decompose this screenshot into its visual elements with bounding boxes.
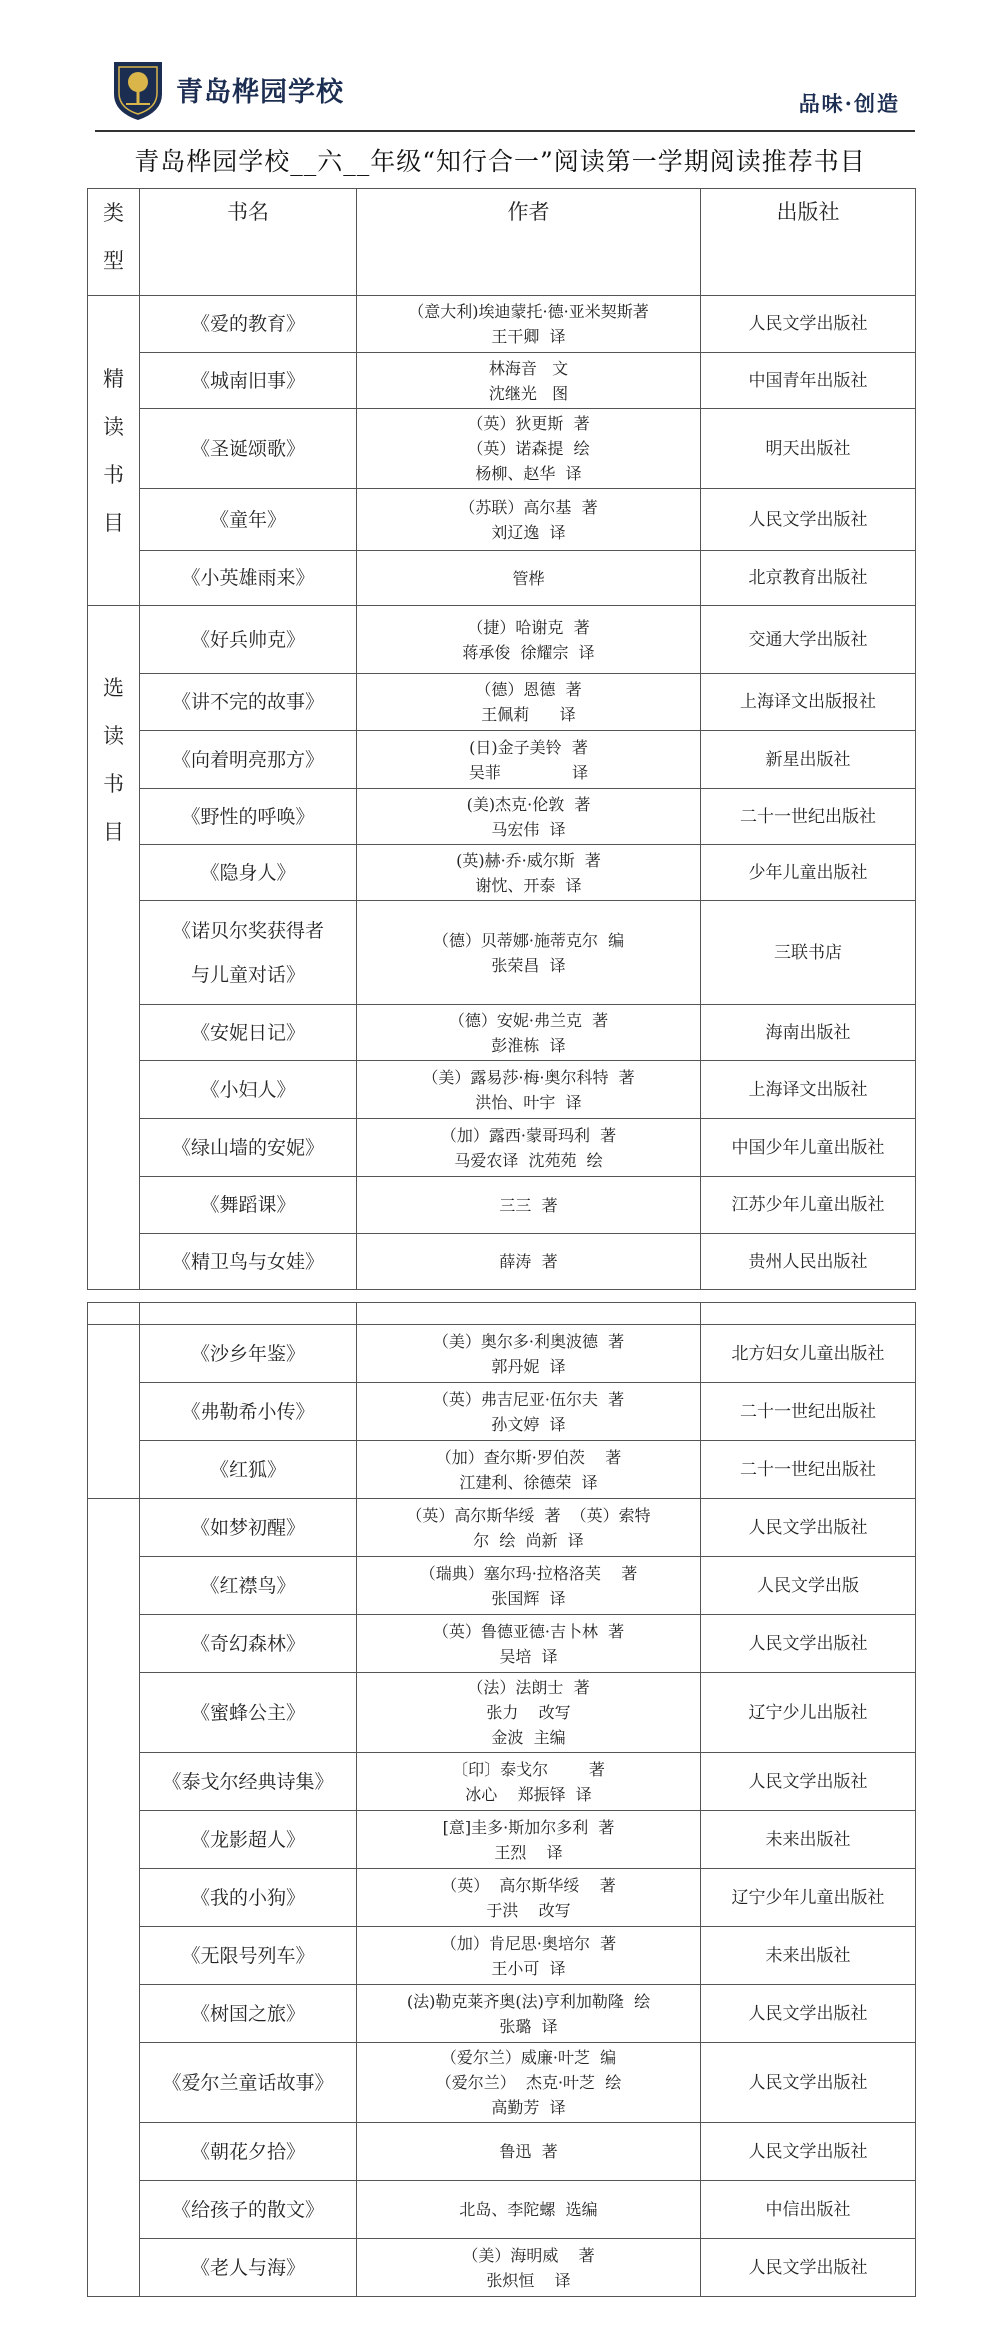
table-row [88, 1177, 916, 1234]
table-row [88, 1869, 916, 1927]
header-divider [95, 130, 915, 132]
book-title: 《给孩子的散文》 [140, 2181, 357, 2239]
table-row [88, 674, 916, 731]
column-header-author: 作者 [357, 189, 701, 296]
book-publisher: 明天出版社 [701, 409, 916, 489]
book-publisher: 三联书店 [701, 901, 916, 1005]
book-publisher: 新星出版社 [701, 731, 916, 789]
book-author: (美)杰克·伦敦 著 马宏伟 译 [357, 789, 701, 845]
book-publisher: 中国青年出版社 [701, 353, 916, 409]
category-intensive [88, 296, 140, 606]
school-motto: 品味·创造 [798, 91, 900, 116]
table-row [88, 2181, 916, 2239]
book-title: 《绿山墙的安妮》 [140, 1119, 357, 1177]
table-row [88, 1119, 916, 1177]
table-row [88, 845, 916, 901]
book-author: 鲁迅 著 [357, 2123, 701, 2181]
category-cell-empty [88, 1325, 140, 1499]
book-publisher: 辽宁少儿出版社 [701, 1673, 916, 1753]
book-title: 《泰戈尔经典诗集》 [140, 1753, 357, 1811]
book-title: 《讲不完的故事》 [140, 674, 357, 731]
book-author: （德）贝蒂娜·施蒂克尔 编 张荣昌 译 [357, 901, 701, 1005]
book-author: （爱尔兰）威廉·叶芝 编 （爱尔兰） 杰克·叶芝 绘 高勤芳 译 [357, 2043, 701, 2123]
book-title: 《精卫鸟与女娃》 [140, 1234, 357, 1290]
book-author: (日)金子美铃 著 吴菲 译 [357, 731, 701, 789]
book-publisher: 人民文学出版社 [701, 489, 916, 551]
table-row [88, 1615, 916, 1673]
book-author: [意]圭多·斯加尔多利 著 王烈 译 [357, 1811, 701, 1869]
book-author: （加）肯尼思·奥培尔 著 王小可 译 [357, 1927, 701, 1985]
book-title: 《我的小狗》 [140, 1869, 357, 1927]
book-author: （美）海明威 著 张炽恒 译 [357, 2239, 701, 2297]
book-title: 《红襟鸟》 [140, 1557, 357, 1615]
book-title: 《童年》 [140, 489, 357, 551]
reading-list-table [87, 188, 916, 1290]
book-title: 《爱的教育》 [140, 296, 357, 353]
book-author: (法)勒克莱齐奥(法)亨利加勒隆 绘 张璐 译 [357, 1985, 701, 2043]
book-publisher: 北方妇女儿童出版社 [701, 1325, 916, 1383]
book-author: 管桦 [357, 551, 701, 606]
table-row [88, 1499, 916, 1557]
table-row [88, 2239, 916, 2297]
book-author: （英） 高尔斯华绥 著 于洪 改写 [357, 1869, 701, 1927]
book-title: 《老人与海》 [140, 2239, 357, 2297]
book-publisher: 二十一世纪出版社 [701, 1383, 916, 1441]
book-author: （英）鲁德亚德·吉卜林 著 吴培 译 [357, 1615, 701, 1673]
reading-list-table-continued [87, 1302, 916, 2297]
table-row [88, 551, 916, 606]
book-author: 三三 著 [357, 1177, 701, 1234]
book-publisher: 北京教育出版社 [701, 551, 916, 606]
book-title: 《好兵帅克》 [140, 606, 357, 674]
book-publisher: 中国少年儿童出版社 [701, 1119, 916, 1177]
book-publisher: 人民文学出版社 [701, 2123, 916, 2181]
book-publisher: 人民文学出版社 [701, 2239, 916, 2297]
table-row [88, 2123, 916, 2181]
book-title: 《小妇人》 [140, 1061, 357, 1119]
book-title: 《隐身人》 [140, 845, 357, 901]
table-row [88, 1673, 916, 1753]
table-row [88, 1985, 916, 2043]
school-crest-logo [110, 58, 166, 122]
table-header-row [88, 189, 916, 296]
table-row [88, 1325, 916, 1383]
book-publisher: 人民文学出版社 [701, 1753, 916, 1811]
book-author: 林海音 文 沈继光 图 [357, 353, 701, 409]
book-title: 《朝花夕拾》 [140, 2123, 357, 2181]
book-publisher: 江苏少年儿童出版社 [701, 1177, 916, 1234]
book-author: （捷）哈谢克 著 蒋承俊 徐耀宗 译 [357, 606, 701, 674]
book-publisher: 人民文学出版 [701, 1557, 916, 1615]
book-title: 《诺贝尔奖获得者 与儿童对话》 [140, 901, 357, 1005]
book-author: （德）安妮·弗兰克 著 彭淮栋 译 [357, 1005, 701, 1061]
book-author: （意大利)埃迪蒙托·德·亚米契斯著 王干卿 译 [357, 296, 701, 353]
book-publisher: 二十一世纪出版社 [701, 1441, 916, 1499]
book-title: 《野性的呼唤》 [140, 789, 357, 845]
book-title: 《奇幻森林》 [140, 1615, 357, 1673]
book-author: （加）露西·蒙哥玛利 著 马爱农译 沈苑苑 绘 [357, 1119, 701, 1177]
book-title: 《树国之旅》 [140, 1985, 357, 2043]
page-header [0, 0, 1000, 130]
book-author: （苏联）高尔基 著 刘辽逸 译 [357, 489, 701, 551]
book-title: 《沙乡年鉴》 [140, 1325, 357, 1383]
book-title: 《如梦初醒》 [140, 1499, 357, 1557]
book-publisher: 人民文学出版社 [701, 1499, 916, 1557]
table-row [88, 489, 916, 551]
book-publisher: 海南出版社 [701, 1005, 916, 1061]
book-title: 《弗勒希小传》 [140, 1383, 357, 1441]
table-row [88, 296, 916, 353]
book-author: （美）奥尔多·利奥波德 著 郭丹妮 译 [357, 1325, 701, 1383]
book-publisher: 二十一世纪出版社 [701, 789, 916, 845]
book-publisher: 上海译文出版报社 [701, 674, 916, 731]
book-publisher: 少年儿童出版社 [701, 845, 916, 901]
table-spacer-row [88, 1303, 916, 1325]
table-row [88, 1753, 916, 1811]
book-author: （法）法朗士 著 张力 改写 金波 主编 [357, 1673, 701, 1753]
book-publisher: 贵州人民出版社 [701, 1234, 916, 1290]
book-title: 《小英雄雨来》 [140, 551, 357, 606]
column-header-book: 书名 [140, 189, 357, 296]
book-title: 《安妮日记》 [140, 1005, 357, 1061]
book-title: 《圣诞颂歌》 [140, 409, 357, 489]
book-title: 《城南旧事》 [140, 353, 357, 409]
book-title: 《无限号列车》 [140, 1927, 357, 1985]
book-author: 〔印〕泰戈尔 著 冰心 郑振铎 译 [357, 1753, 701, 1811]
book-title: 《向着明亮那方》 [140, 731, 357, 789]
category-intensive-text: 精 读 书 目 [103, 366, 124, 535]
table-row [88, 1557, 916, 1615]
book-publisher: 上海译文出版社 [701, 1061, 916, 1119]
table-row [88, 901, 916, 1005]
book-author: 薛涛 著 [357, 1234, 701, 1290]
book-publisher: 人民文学出版社 [701, 1615, 916, 1673]
book-author: （德）恩德 著 王佩莉 译 [357, 674, 701, 731]
table-row [88, 409, 916, 489]
column-header-type-text: 类 型 [103, 201, 124, 273]
category-cell-empty [88, 1499, 140, 2297]
table-row [88, 1811, 916, 1869]
page-title: 青岛桦园学校__六__年级“知行合一”阅读第一学期阅读推荐书目 [134, 147, 866, 176]
book-author: (英)赫·乔·威尔斯 著 谢忱、开泰 译 [357, 845, 701, 901]
table-row [88, 1441, 916, 1499]
book-publisher: 人民文学出版社 [701, 2043, 916, 2123]
table-row [88, 1383, 916, 1441]
table-row [88, 1234, 916, 1290]
table-row [88, 353, 916, 409]
category-extensive-text: 选 读 书 目 [103, 676, 124, 844]
table-row [88, 789, 916, 845]
book-title: 《爱尔兰童话故事》 [140, 2043, 357, 2123]
book-publisher: 未来出版社 [701, 1927, 916, 1985]
book-author: （美）露易莎·梅·奥尔科特 著 洪怡、叶宇 译 [357, 1061, 701, 1119]
table-row [88, 731, 916, 789]
book-author: （英）弗吉尼亚·伍尔夫 著 孙文婷 译 [357, 1383, 701, 1441]
book-author: （英）狄更斯 著 （英）诺森提 绘 杨柳、赵华 译 [357, 409, 701, 489]
table-row [88, 1927, 916, 1985]
book-author: （英）高尔斯华绥 著 （英）索特 尔 绘 尚新 译 [357, 1499, 701, 1557]
table-row [88, 1005, 916, 1061]
school-name: 青岛桦园学校 [176, 77, 344, 108]
book-publisher: 中信出版社 [701, 2181, 916, 2239]
book-author: 北岛、李陀螺 选编 [357, 2181, 701, 2239]
book-author: （加）查尔斯·罗伯茨 著 江建利、徐德荣 译 [357, 1441, 701, 1499]
book-title: 《红狐》 [140, 1441, 357, 1499]
category-extensive [88, 606, 140, 1290]
book-author: （瑞典）塞尔玛·拉格洛芙 著 张国辉 译 [357, 1557, 701, 1615]
book-publisher: 人民文学出版社 [701, 296, 916, 353]
book-publisher: 交通大学出版社 [701, 606, 916, 674]
book-publisher: 未来出版社 [701, 1811, 916, 1869]
book-publisher: 辽宁少年儿童出版社 [701, 1869, 916, 1927]
table-row [88, 606, 916, 674]
book-title: 《舞蹈课》 [140, 1177, 357, 1234]
book-title: 《蜜蜂公主》 [140, 1673, 357, 1753]
column-header-publisher: 出版社 [701, 189, 916, 296]
table-row [88, 2043, 916, 2123]
book-publisher: 人民文学出版社 [701, 1985, 916, 2043]
table-row [88, 1061, 916, 1119]
column-header-type [88, 189, 140, 296]
book-title: 《龙影超人》 [140, 1811, 357, 1869]
